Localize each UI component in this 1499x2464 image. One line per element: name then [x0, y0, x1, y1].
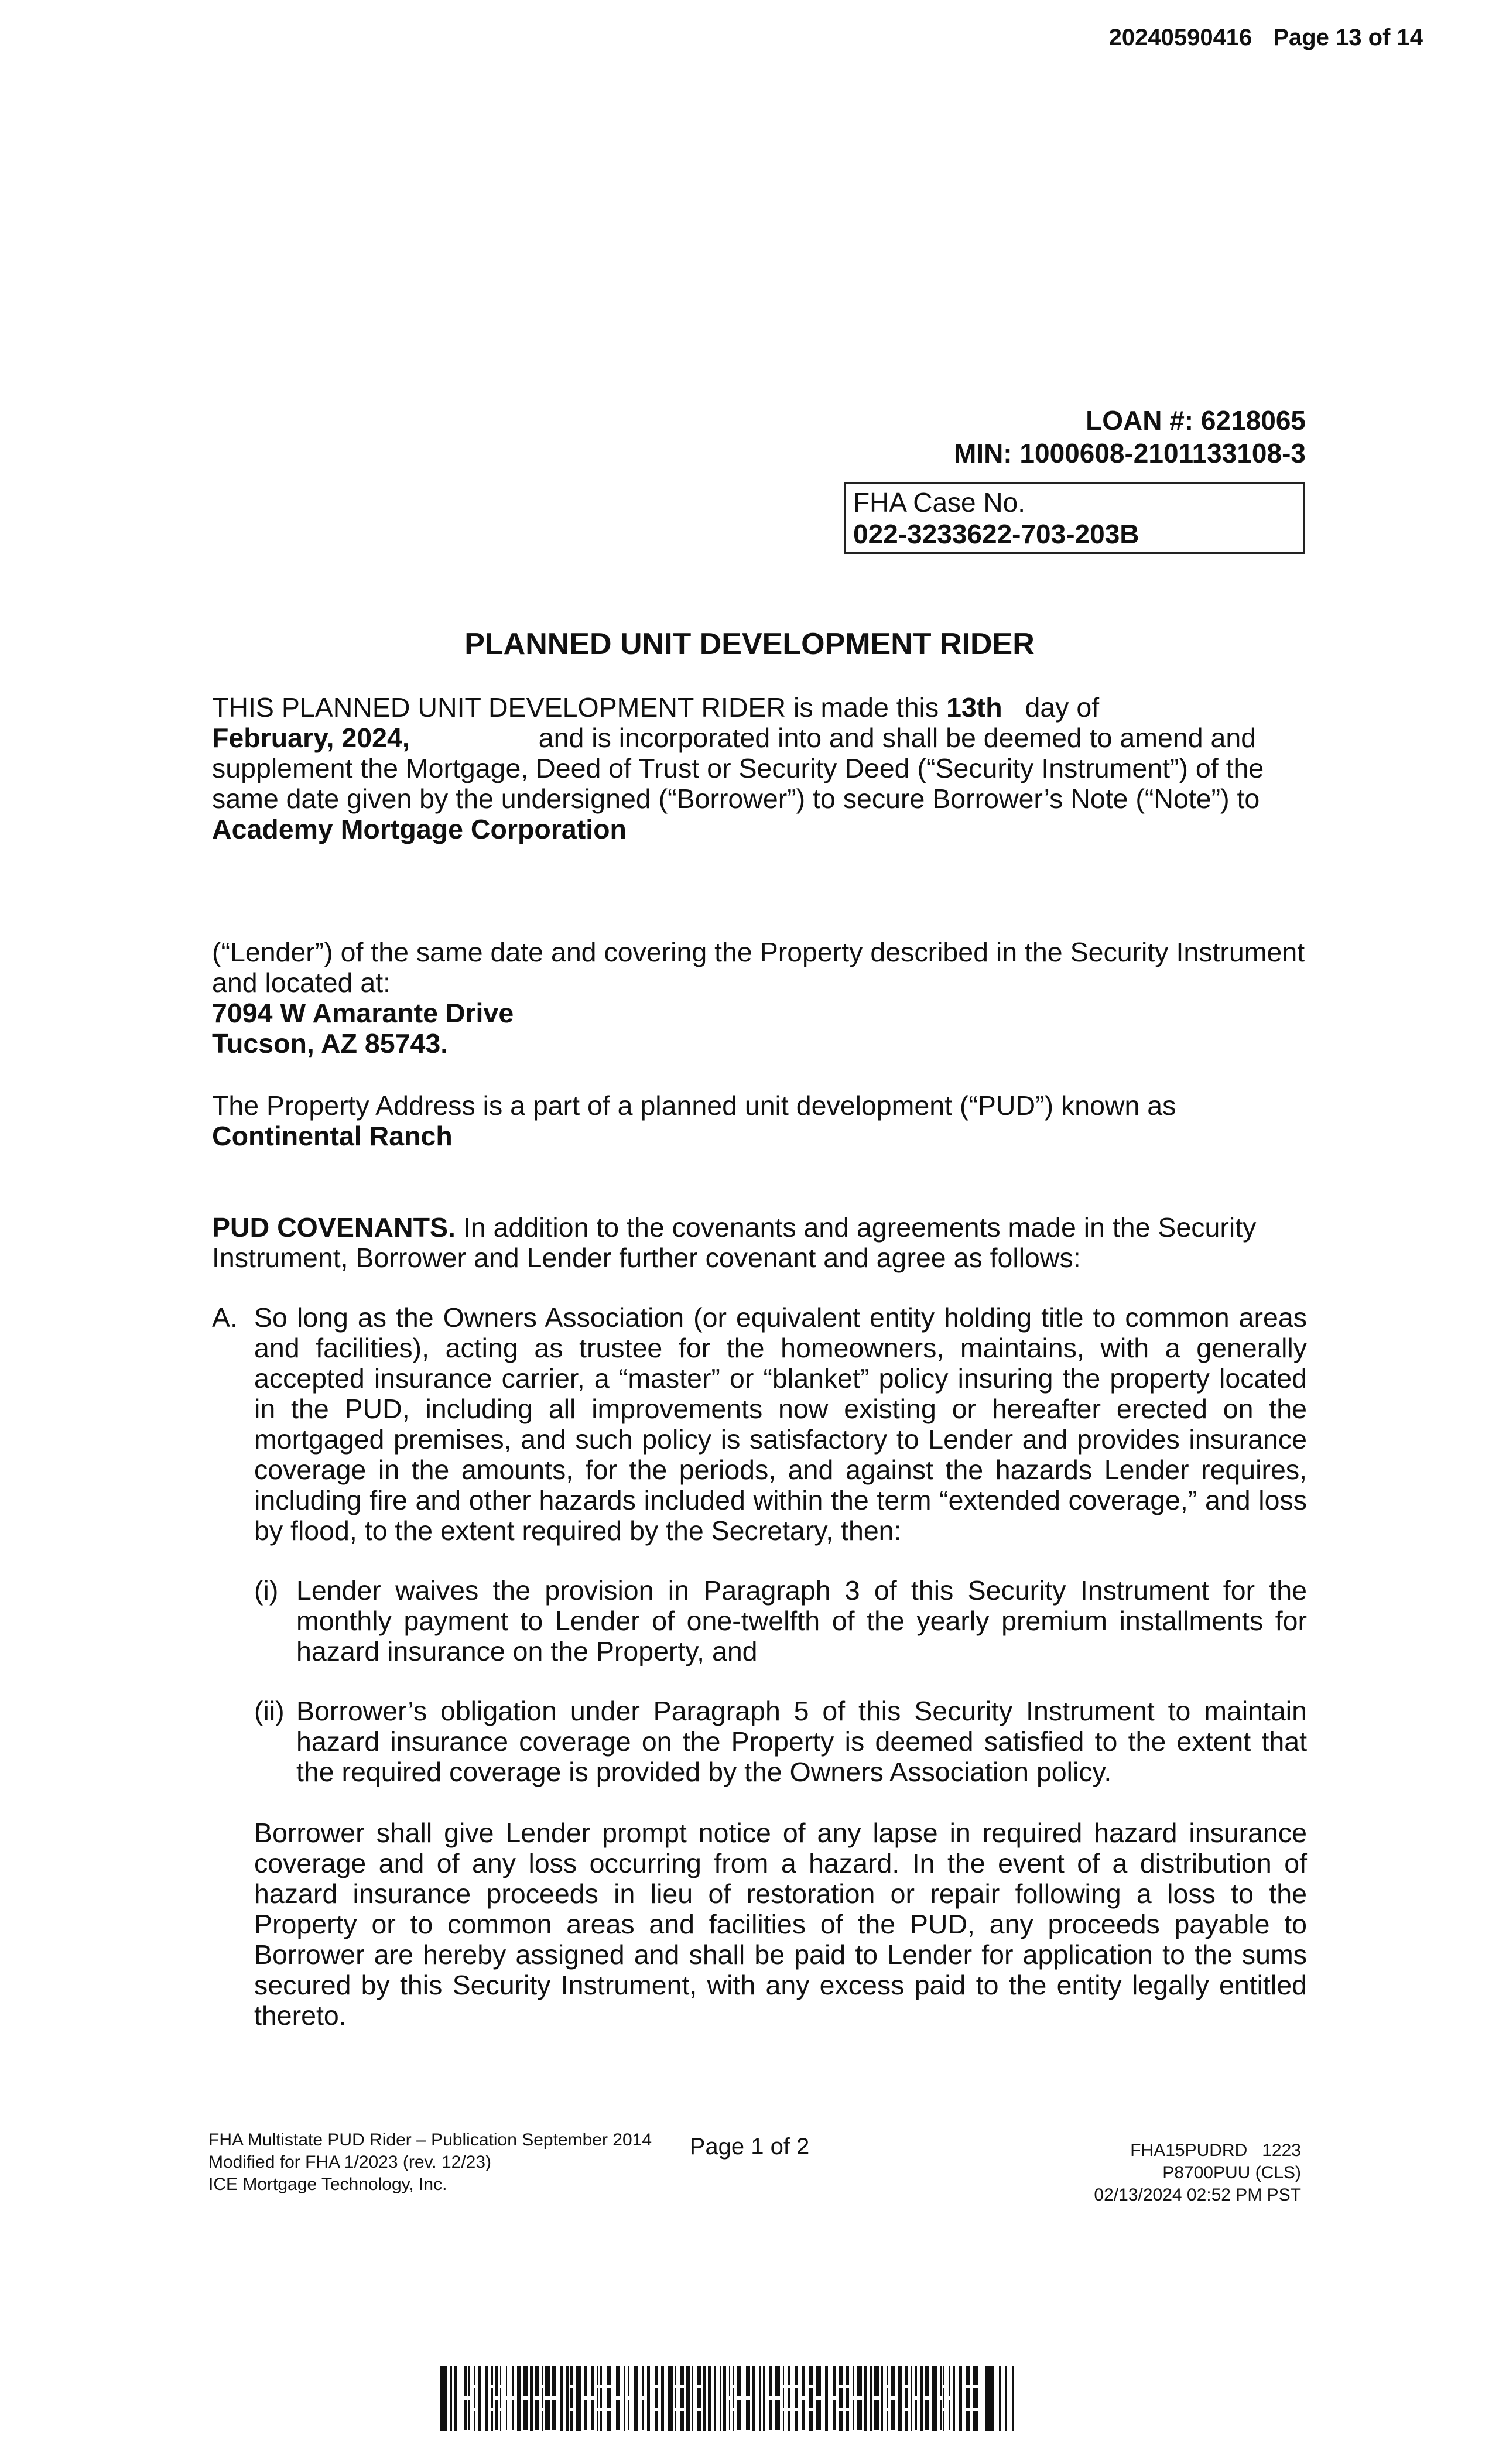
footer-form-codes: [1094, 2140, 1301, 2206]
loan-number: LOAN #: 6218065: [1086, 405, 1306, 436]
covenant-a-i-text: Lender waives the provision in Paragraph 3 of this Security Instrument for the monthly payment to Lender of one-twelfth of the yearly premium installments for hazard insurance on the Property, and: [296, 1575, 1307, 1666]
recording-number: 20240590416: [1108, 25, 1252, 50]
recording-header: [1109, 25, 1423, 51]
covenant-a: [212, 1302, 1307, 1546]
covenants-heading: PUD COVENANTS.: [212, 1212, 456, 1243]
document-title: PLANNED UNIT DEVELOPMENT RIDER: [464, 627, 1035, 661]
fha-case-number: 022-3233622-703-203B: [853, 519, 1139, 549]
covenant-a-ii: [254, 1696, 1307, 1787]
covenant-a-text: So long as the Owners Association (or equivalent entity holding title to common areas and facilities), acting as trustee for the homeowners, maintains, with a generally accepted insurance carrier, a “master” or “blanket” policy insuring the property located in the PUD, including all improvements now existing or hereafter erected on the mortgaged premises, and such policy is satisfactory to Lender and provides insurance coverage in the amounts, for the periods, and against the hazards Lender requires, including fire and other hazards included within the term “extended coverage,” and loss by flood, to the extent required by the Secretary, then:: [254, 1302, 1307, 1546]
footer-page-number: Page 1 of 2: [689, 2134, 810, 2160]
footer-vendor: ICE Mortgage Technology, Inc.: [208, 2175, 447, 2194]
pud-text: The Property Address is a part of a planned unit development (“PUD”) known as: [212, 1090, 1176, 1121]
lender-text: (“Lender”) of the same date and covering the Property described in the Security Instrument and located at:: [212, 937, 1305, 998]
intro-text-4: supplement the Mortgage, Deed of Trust or Security Deed (“Security Instrument”) of the: [212, 753, 1264, 783]
covenant-a-i: [254, 1575, 1307, 1666]
covenant-a-i-label: (i): [254, 1575, 279, 1606]
intro-text-5: same date given by the undersigned (“Borrower”) to secure Borrower’s Note (“Note”) to: [212, 783, 1260, 814]
covenants-paragraph: [212, 1212, 1307, 1273]
hazard-notice-paragraph: Borrower shall give Lender prompt notice of any lapse in required hazard insurance coverage and of any loss occurring from a hazard. In the event of a distribution of hazard insurance proceeds in lieu of restoration or repair following a loss to the Property or to common areas and facilities of the PUD, any proceeds payable to Borrower are hereby assigned and shall be paid to Lender for application to the sums secured by this Security Instrument, with any excess paid to the entity legally entitled thereto.: [254, 1818, 1307, 2031]
covenants-text: In addition to the covenants and agreements made in the Security Instrument, Borrower and Lender further covenant and agree as follows:: [212, 1212, 1257, 1273]
pud-name: Continental Ranch: [212, 1121, 453, 1151]
intro-text-3: and is incorporated into and shall be deemed to amend and: [538, 723, 1257, 753]
intro-text-1: THIS PLANNED UNIT DEVELOPMENT RIDER is made this: [212, 692, 947, 723]
property-address-line2: Tucson, AZ 85743.: [212, 1028, 449, 1059]
footer-timestamp: 02/13/2024 02:52 PM PST: [1094, 2185, 1301, 2205]
footer-doc-code: P8700PUU (CLS): [1162, 2163, 1301, 2182]
covenant-a-ii-text: Borrower’s obligation under Paragraph 5 of this Security Instrument to maintain hazard insurance coverage on the Property is deemed satisfied to the extent that the required coverage is provided by the Owners Association policy.: [296, 1696, 1307, 1787]
lender-paragraph: [212, 937, 1307, 1059]
fha-case-box: [844, 482, 1305, 554]
footer-form-title: FHA Multistate PUD Rider – Publication September 2014: [208, 2130, 652, 2150]
loan-identifiers: [954, 404, 1306, 470]
min-number: MIN: 1000608-2101133108-3: [953, 438, 1306, 468]
pud-paragraph: [212, 1090, 1307, 1151]
document-barcode: [440, 2366, 1020, 2431]
recording-page: Page 13 of 14: [1273, 25, 1423, 50]
fha-case-label: FHA Case No.: [853, 487, 1025, 518]
covenant-a-ii-label: (ii): [254, 1696, 285, 1726]
property-address-line1: 7094 W Amarante Drive: [212, 998, 514, 1028]
rider-day: 13th: [946, 692, 1002, 723]
covenant-a-label: A.: [212, 1302, 238, 1333]
lender-name: Academy Mortgage Corporation: [212, 814, 627, 844]
footer-form-code: FHA15PUDRD 1223: [1130, 2141, 1301, 2160]
intro-paragraph: [212, 692, 1307, 844]
rider-date: February, 2024,: [212, 723, 410, 753]
footer-form-modified: Modified for FHA 1/2023 (rev. 12/23): [208, 2152, 492, 2172]
intro-text-2: day of: [1002, 692, 1100, 723]
